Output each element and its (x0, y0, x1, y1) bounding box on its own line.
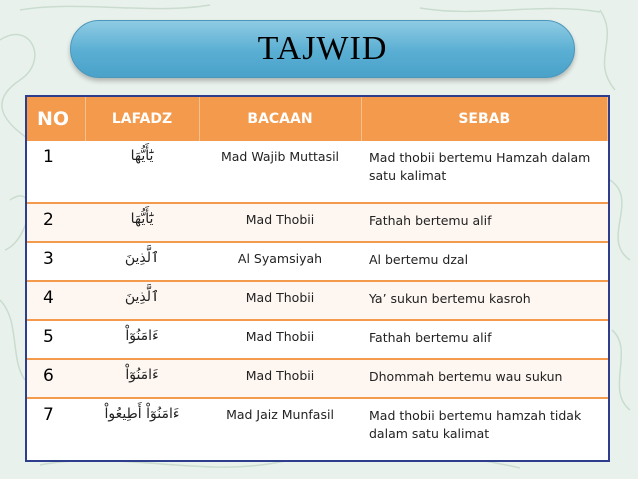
row-bacaan: Mad Thobii (199, 281, 361, 320)
header-sebab: SEBAB (361, 97, 608, 141)
table-row (27, 320, 608, 359)
row-number: 2 (27, 203, 85, 242)
row-bacaan: Mad Thobii (199, 203, 361, 242)
row-bacaan: Mad Thobii (199, 359, 361, 398)
slide-title: TAJWID (257, 30, 388, 67)
header-bacaan: BACAAN (199, 97, 361, 141)
row-number: 6 (27, 359, 85, 398)
row-sebab: Ya’ sukun bertemu kasroh (361, 281, 608, 320)
row-bacaan: Al Syamsiyah (199, 242, 361, 281)
title-banner (70, 20, 575, 78)
row-number: 4 (27, 281, 85, 320)
table-header-row (27, 97, 608, 141)
table-row (27, 242, 608, 281)
table-row (27, 203, 608, 242)
row-number: 5 (27, 320, 85, 359)
row-sebab: Dhommah bertemu wau sukun (361, 359, 608, 398)
table-row (27, 141, 608, 203)
table-row (27, 398, 608, 460)
tajwid-table-frame (25, 95, 610, 462)
tajwid-table (27, 97, 608, 460)
table-row (27, 281, 608, 320)
row-lafadz: ءَامَنُوٓاْ (85, 359, 199, 398)
row-bacaan: Mad Thobii (199, 320, 361, 359)
row-bacaan: Mad Wajib Muttasil (199, 141, 361, 203)
row-sebab: Mad thobii bertemu hamzah tidak dalam satu kalimat (369, 407, 582, 441)
row-lafadz: ٱلَّذِينَ (85, 242, 199, 281)
row-lafadz: ءَامَنُوٓاْ (85, 320, 199, 359)
row-lafadz: يَٰٓأَيُّهَا (85, 203, 199, 242)
row-lafadz: ءَامَنُوٓاْ أَطِيعُواْ (104, 405, 180, 422)
row-number: 3 (27, 242, 85, 281)
row-number: 7 (43, 404, 54, 425)
row-sebab: Al bertemu dzal (361, 242, 608, 281)
row-number: 1 (27, 141, 85, 203)
row-lafadz: ٱلَّذِينَ (85, 281, 199, 320)
table-row (27, 359, 608, 398)
header-lafadz: LAFADZ (85, 97, 199, 141)
header-no: NO (27, 97, 85, 141)
row-lafadz: يَٰٓأَيُّهَا (85, 141, 199, 203)
row-sebab: Fathah bertemu alif (361, 203, 608, 242)
row-bacaan: Mad Jaiz Munfasil (226, 406, 334, 422)
row-sebab: Fathah bertemu alif (361, 320, 608, 359)
row-sebab: Mad thobii bertemu Hamzah dalam satu kalimat (361, 141, 608, 203)
